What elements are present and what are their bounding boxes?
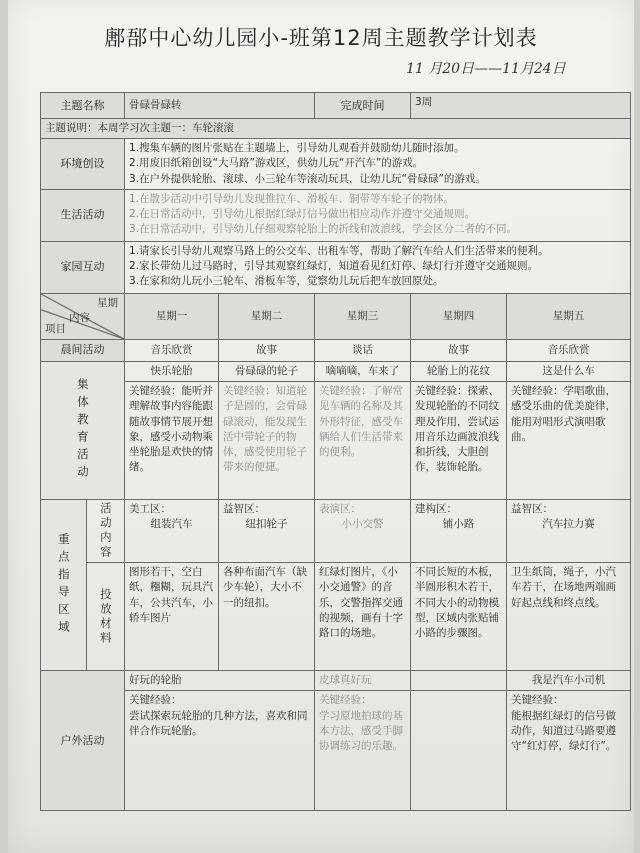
outdoor-title-wed: 皮球真好玩 — [315, 671, 411, 691]
outdoor-text-thu — [411, 691, 507, 811]
collective-title-fri: 这是什么车 — [507, 361, 631, 381]
collective-title-tue: 骨碌碌的轮子 — [219, 361, 315, 381]
header-week: 星期 — [97, 296, 119, 309]
life-text: 1.在散步活动中引导幼儿发现推拉车、滑板车、铜带等车轮子的物体。 2.在日常活动中，引导幼儿根据红绿灯信号做出相应动作并遵守交通规则。 3.在日常活动中，引导幼儿仔细观察轮胎上的折线和波浪线，学会区分二者的不同。 — [125, 189, 631, 241]
home-label: 家园互动 — [41, 241, 125, 293]
guided-area-wed — [315, 500, 411, 563]
area-name: 益智区： — [223, 503, 266, 516]
collective-text-row — [41, 382, 631, 500]
area-name: 表演区： — [319, 503, 362, 516]
guided-label: 重点指导区域 — [56, 532, 71, 638]
collective-text-fri: 关键经验：学唱歌曲，感受乐曲的优美旋律，能用对唱形式演唱歌曲。 — [507, 382, 631, 500]
morning-wed: 谈话 — [315, 339, 411, 361]
guided-sub-area-cell — [87, 500, 125, 563]
outdoor-title-row — [41, 671, 631, 691]
life-label: 生活活动 — [41, 189, 125, 241]
collective-title-wed: 嘀嘀嘀，车来了 — [315, 361, 411, 381]
paper-sheet — [8, 0, 634, 853]
material-mon: 图形若干，空白纸，糨糊，玩具汽车，公共汽车，小轿车图片 — [125, 563, 219, 671]
material-thu: 不同长短的木板，半圆形积木若干，不同大小的动物模型，区域内张贴铺小路的步骤图。 — [411, 563, 507, 671]
header-item: 项目 — [45, 322, 66, 335]
page-title: 鄌郚中心幼儿园小-班第12周主题教学计划表 — [104, 26, 538, 50]
date-range: 11 月20日——11月24日 — [406, 61, 566, 77]
guided-area-mon — [125, 500, 219, 563]
guided-material-row — [41, 563, 631, 671]
collective-label-cell — [41, 361, 125, 499]
morning-thu: 故事 — [411, 339, 507, 361]
header-diagonal-cell — [41, 293, 125, 339]
collective-text-mon: 关键经验：能听并理解故事内容能跟随故事情节展开想象，感受小动物乘坐轮胎是欢快的情绪。 — [125, 382, 219, 500]
plan-table — [40, 92, 631, 811]
area-name: 建构区： — [415, 503, 458, 516]
day-mon: 星期一 — [125, 293, 219, 339]
morning-tue: 故事 — [219, 339, 315, 361]
collective-text-thu: 关键经验：探索、发现轮胎的不同纹理及作用，尝试运用音乐边画波浪线和折线，大胆创作，装饰轮胎。 — [411, 382, 507, 500]
outdoor-text-fri: 关键经验： 能根据红绿灯的信号做动作，知道过马路要遵守“红灯停，绿灯行”。 — [507, 691, 631, 811]
day-fri: 星期五 — [507, 293, 631, 339]
outdoor-label: 户外活动 — [41, 671, 125, 811]
collective-title-row — [41, 361, 631, 381]
material-fri: 卫生纸筒，绳子，小汽车若干，在场地两端画好起点线和终点线。 — [507, 563, 631, 671]
outdoor-text-wed: 关键经验： 学习原地拍球的基本方法，感受手脚协调练习的乐趣。 — [315, 691, 411, 811]
theme-row — [41, 93, 631, 119]
collective-title-thu: 轮胎上的花纹 — [411, 361, 507, 381]
home-text: 1.请家长引导幼儿观察马路上的公交车、出租车等，帮助了解汽车给人们生活带来的便利。 2.家长带幼儿过马路时，引导其观察红绿灯，知道看见红灯停、绿灯行并遵守交通规则。 3.在家和幼儿玩小三轮车、滑板车等，觉察幼儿玩后把车放回原处。 — [125, 241, 631, 293]
collective-title-mon: 快乐轮胎 — [125, 361, 219, 381]
collective-label: 集体教育活动 — [75, 377, 90, 483]
area-activity: 汽车拉力赛 — [542, 518, 595, 531]
collective-text-wed: 关键经验：了解常见车辆的名称及其外形特征，感受车辆给人们生活带来的便利。 — [315, 382, 411, 500]
guided-sub-material-cell — [87, 563, 125, 671]
day-wed: 星期三 — [315, 293, 411, 339]
outdoor-title-thu — [411, 671, 507, 691]
area-name: 美工区： — [129, 503, 172, 516]
area-activity: 纽扣轮子 — [245, 518, 288, 531]
theme-description: 主题说明：本周学习次主题一：车轮滚滚 — [41, 119, 631, 139]
env-text: 1.搜集车辆的图片张贴在主题墙上，引导幼儿观看并鼓励幼儿随时添加。 2.用废旧纸箱创设“大马路”游戏区，供幼儿玩“开汽车”的游戏。 3.在户外提供轮胎、滚球、小三轮车等滚动玩具，让幼儿玩“骨碌碌”的游戏。 — [125, 139, 631, 190]
outdoor-title-mon: 好玩的轮胎 — [125, 671, 315, 691]
guided-area-thu — [411, 500, 507, 563]
area-activity: 铺小路 — [442, 518, 475, 531]
day-header-row — [41, 293, 631, 339]
day-thu: 星期四 — [411, 293, 507, 339]
day-tue: 星期二 — [219, 293, 315, 339]
morning-fri: 音乐欣赏 — [507, 339, 631, 361]
outdoor-title-fri: 我是汽车小司机 — [507, 671, 631, 691]
area-activity: 组装汽车 — [150, 518, 193, 531]
time-label: 完成时间 — [315, 93, 411, 119]
morning-mon: 音乐欣赏 — [125, 339, 219, 361]
guided-area-row — [41, 500, 631, 563]
guided-sub-material: 投放材料 — [98, 587, 113, 646]
theme-label: 主题名称 — [41, 93, 125, 119]
header-content: 内容 — [69, 311, 90, 324]
area-name: 益智区： — [511, 503, 554, 516]
collective-text-tue: 关键经验：知道轮子是圆的，会骨碌碌滚动，能发现生活中带轮子的物体，感受使用轮子带来的便捷。 — [219, 382, 315, 500]
theme-value: 骨碌骨碌转 — [125, 93, 315, 119]
outdoor-text-mon: 关键经验： 尝试探索玩轮胎的几种方法，喜欢和同伴合作玩轮胎。 — [125, 691, 315, 811]
outdoor-text-row — [41, 691, 631, 811]
guided-label-cell — [41, 500, 87, 671]
guided-area-fri — [507, 500, 631, 563]
guided-sub-area: 活动内容 — [98, 502, 113, 561]
material-wed: 红绿灯图片，《小小交通警》的音乐，交警指挥交通的视频，画有十字路口的场地。 — [315, 563, 411, 671]
area-activity: 小小交警 — [341, 518, 384, 531]
time-value: 3周 — [411, 93, 631, 119]
morning-label: 晨间活动 — [41, 339, 125, 361]
env-label: 环境创设 — [41, 139, 125, 190]
guided-area-tue — [219, 500, 315, 563]
material-tue: 各种布面汽车（缺少车轮），大小不一的纽扣。 — [219, 563, 315, 671]
